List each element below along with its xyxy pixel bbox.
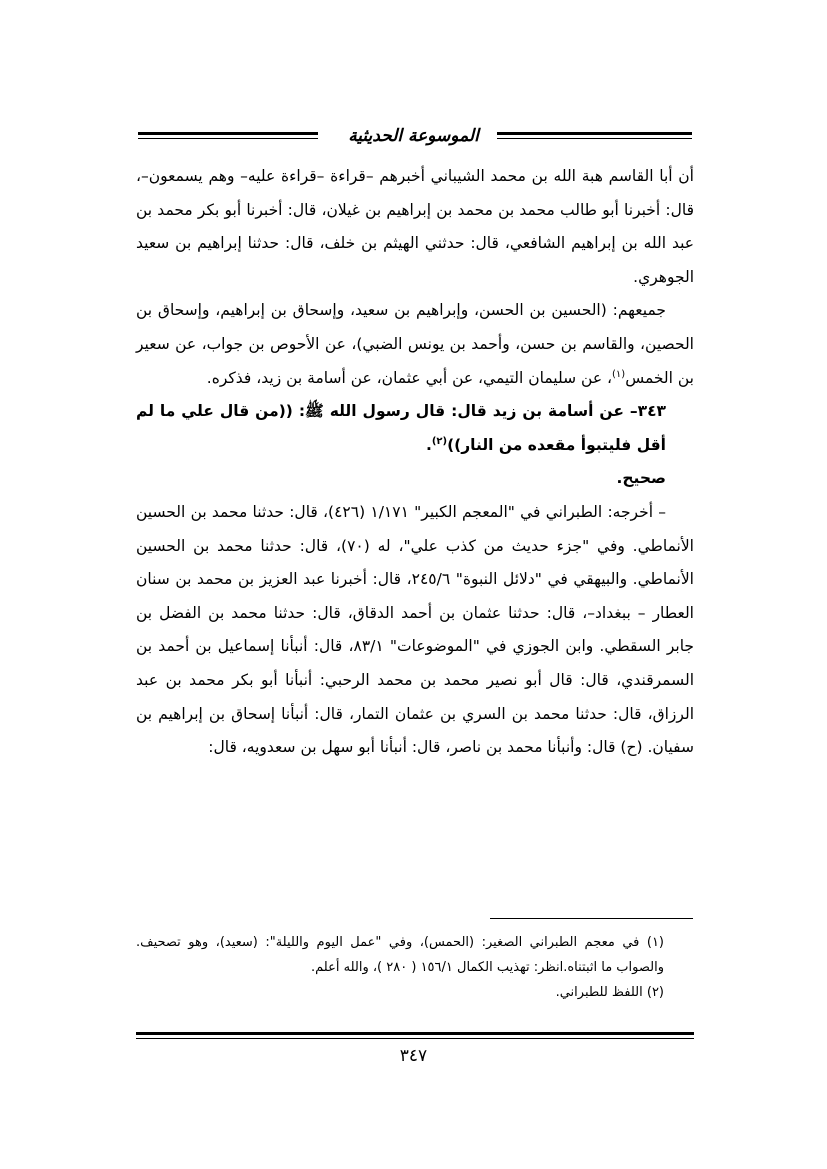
footnotes — [136, 930, 694, 1005]
hadith-grade: صحيح. — [616, 469, 666, 488]
footer-rule-top — [136, 1032, 694, 1035]
footnote-ref-1: (١) — [612, 368, 626, 380]
hadith-text: ٣٤٣– عن أسامة بن زيد قال: قال رسول الله ﷺ: ((من قال علي ما لم أقل فليتبوأ مقعده من النار)) — [136, 402, 666, 454]
footer-rule-bottom — [136, 1038, 694, 1039]
footnote-ref-2: (٢) — [431, 435, 448, 447]
footnote-separator — [490, 918, 693, 919]
paragraph-takhrij: – أخرجه: الطبراني في "المعجم الكبير" ١/١٧١ (٤٢٦)، قال: حدثنا محمد بن الحسين الأنماطي. وفي "جزء حديث من كذب علي"، له (٧٠)، قال: حدثنا محمد بن الحسين الأنماطي. والبيهقي في "دلائل النبوة" ٢٤٥/٦، قال: أخبرنا عبد العزيز بن محمد بن سنان العطار – ببغداد–، قال: حدثنا عثمان بن أحمد الدقاق، قال: حدثنا محمد بن الفضل بن جابر السقطي. وابن الجوزي في "الموضوعات" ٨٣/١، قال: أنبأنا إسماعيل بن أحمد بن السمرقندي، قال: قال أبو نصير محمد بن محمد الرحبي: أنبأنا أبو بكر محمد بن عبد الرزاق، قال: حدثنا محمد بن السري بن عثمان التمار، قال: أنبأنا إسحاق بن إبراهيم بن سفيان. (ح) قال: وأنبأنا محمد بن ناصر، قال: أنبأنا أبو سهل بن سعدويه، قال: — [136, 502, 695, 757]
running-header-title: الموسوعة الحديثية — [348, 126, 479, 146]
main-text — [136, 160, 694, 765]
footnote-1: (١) في معجم الطبراني الصغير: (الحمس)، وفي "عمل اليوم والليلة": (سعيد)، وهو تصحيف. والصواب ما اثبتناه.انظر: تهذيب الكمال ١٥٦/١ ( ٢٨٠ )، والله أعلم. — [136, 935, 664, 975]
paragraph-isnad-2-a: جميعهم: (الحسين بن الحسن، وإبراهيم بن سعيد، وإسحاق بن إبراهيم، وإسحاق بن الحصين، والقاسم بن حسن، وأحمد بن يونس الضبي)، عن الأحوص بن جواب، عن سعير بن الخمس — [136, 301, 694, 387]
hadith-end: . — [425, 435, 432, 454]
paragraph-isnad-2 — [136, 294, 694, 395]
hadith-heading — [136, 395, 694, 462]
paragraph-isnad-1: أن أبا القاسم هبة الله بن محمد الشيباني أخبرهم –قراءة –قراءة عليه– وهم يسمعون–، قال: أخبرنا أبو طالب محمد بن محمد بن إبراهيم بن غيلان، قال: أخبرنا أبو بكر محمد بن عبد الله بن إبراهيم الشافعي، قال: حدثني الهيثم بن خلف، قال: حدثنا إبراهيم بن سعيد الجوهري. — [136, 167, 694, 286]
paragraph-isnad-2-b: ، عن سليمان التيمي، عن أبي عثمان، عن أسامة بن زيد، فذكره. — [206, 368, 613, 387]
footnote-2: (٢) اللفظ للطبراني. — [555, 985, 664, 1000]
page-number: ٣٤٧ — [399, 1046, 428, 1066]
